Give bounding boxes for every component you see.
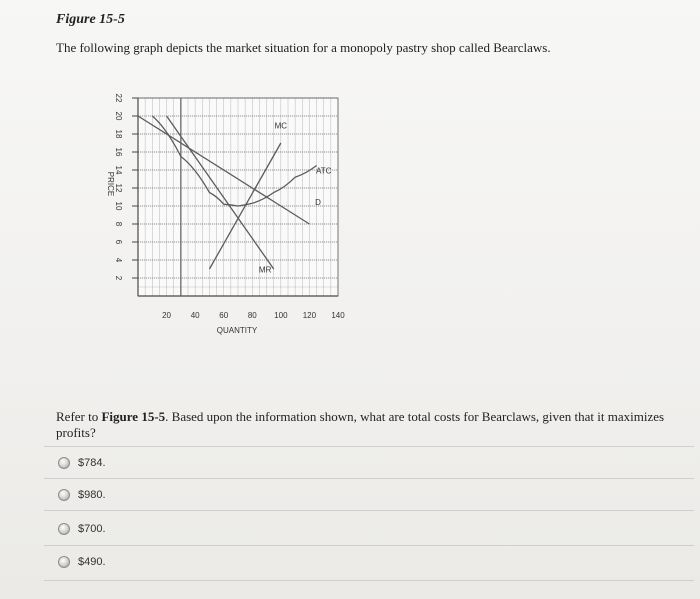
curve-label: D xyxy=(315,198,321,208)
question-figure-ref: Figure 15-5 xyxy=(101,409,166,424)
x-tick-label: 80 xyxy=(247,311,257,320)
x-tick-label: 60 xyxy=(219,311,229,320)
y-tick-label: 6 xyxy=(113,239,123,245)
divider xyxy=(44,545,694,546)
answer-option[interactable] xyxy=(58,485,106,505)
question-prefix: Refer to xyxy=(56,409,102,424)
y-tick-label: 12 xyxy=(113,183,123,193)
y-tick-label: 8 xyxy=(113,221,123,227)
answer-option-label: $490. xyxy=(78,556,106,568)
divider xyxy=(44,478,694,479)
y-tick-label: 16 xyxy=(113,147,123,157)
radio-button[interactable] xyxy=(58,523,70,535)
curve-label: MC xyxy=(274,121,288,131)
y-tick-label: 20 xyxy=(113,111,123,121)
question-rest: . Based upon the information shown, what are total costs for Bearclaws, given that it maximizes profits? xyxy=(56,409,665,440)
radio-button[interactable] xyxy=(58,457,70,469)
y-axis-label: PRICE xyxy=(106,171,115,197)
x-tick-label: 100 xyxy=(274,311,288,320)
answer-option[interactable] xyxy=(58,552,106,572)
answer-option-label: $784. xyxy=(78,457,106,469)
answer-option[interactable] xyxy=(58,519,106,539)
divider xyxy=(44,446,694,447)
curve-label: ATC xyxy=(316,166,332,176)
x-tick-label: 120 xyxy=(302,311,317,320)
question-text xyxy=(56,409,700,441)
y-tick-label: 18 xyxy=(113,129,123,139)
answer-option-label: $700. xyxy=(78,523,106,535)
y-tick-label: 4 xyxy=(113,257,123,263)
divider xyxy=(44,510,694,511)
y-tick-label: 2 xyxy=(113,275,123,281)
y-tick-label: 14 xyxy=(113,165,123,175)
x-tick-label: 20 xyxy=(162,311,172,320)
divider xyxy=(44,580,694,581)
x-tick-label: 140 xyxy=(331,311,345,320)
y-tick-label: 10 xyxy=(113,201,123,211)
radio-button[interactable] xyxy=(58,489,70,501)
curve-label: MR xyxy=(258,265,272,275)
answer-option[interactable] xyxy=(58,453,106,473)
answer-option-label: $980. xyxy=(78,489,106,501)
intro-text: The following graph depicts the market situation for a monopoly pastry shop called Bearclaws. xyxy=(56,40,551,55)
x-axis-label: QUANTITY xyxy=(216,326,258,335)
y-tick-label: 22 xyxy=(113,93,123,103)
x-tick-label: 40 xyxy=(190,311,200,320)
figure-title: Figure 15-5 xyxy=(56,12,125,27)
radio-button[interactable] xyxy=(58,556,70,568)
